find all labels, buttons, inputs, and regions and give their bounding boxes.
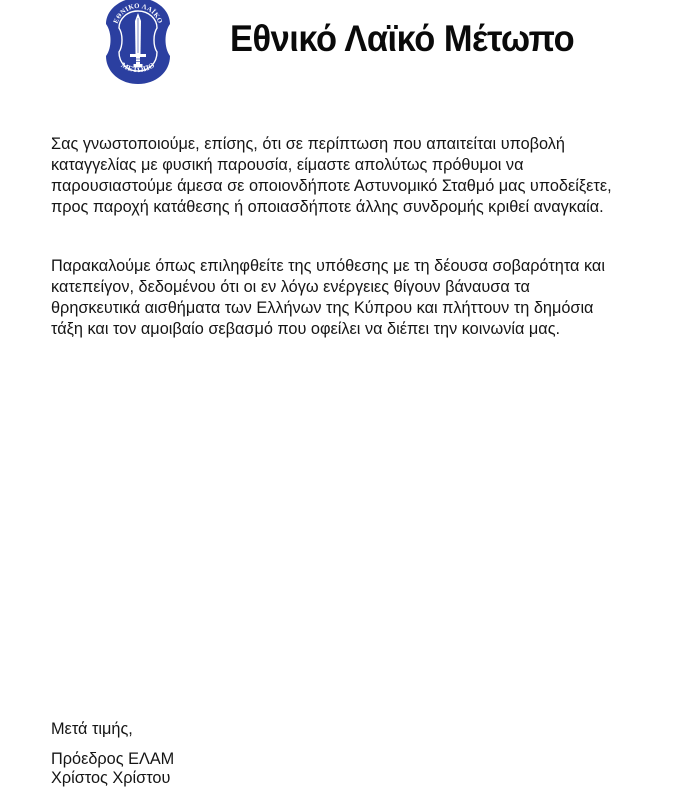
paragraph-line: θρησκευτικά αισθήματα των Ελλήνων της Κύπρου και πλήττουν τη δημόσια	[51, 299, 594, 317]
shield-sword-emblem-icon	[104, 0, 172, 86]
organization-name: Εθνικό Λαϊκό Μέτωπο	[230, 18, 575, 59]
paragraph-line: προς παροχή κατάθεσης ή οποιασδήποτε άλλης συνδρομής κριθεί αναγκαία.	[51, 198, 604, 216]
closing-salutation: Μετά τιμής,	[51, 720, 133, 738]
paragraph-line: τάξη και τον αμοιβαίο σεβασμό που οφείλει να διέπει την κοινωνία μας.	[51, 320, 561, 338]
paragraph-line: παρουσιαστούμε άμεσα σε οποιονδήποτε Αστυνομικό Σταθμό μας υποδείξετε,	[51, 177, 612, 195]
paragraph-line: κατεπείγον, δεδομένου ότι οι εν λόγω ενέργειες θίγουν βάναυσα τα	[51, 278, 530, 296]
paragraph-line: Παρακαλούμε όπως επιληφθείτε της υπόθεσης με τη δέουσα σοβαρότητα και	[51, 257, 605, 275]
logo-top-text: ΕΘΝΙΚΟ ΛΑΪΚΟ	[112, 2, 164, 25]
signature-block	[51, 750, 174, 787]
paragraph-line: Σας γνωστοποιούμε, επίσης, ότι σε περίπτωση που απαιτείται υποβολή	[51, 135, 565, 153]
paragraph-line: καταγγελίας με φυσική παρουσία, είμαστε απολύτως πρόθυμοι να	[51, 156, 524, 174]
sword-grip	[136, 57, 140, 64]
body-paragraph-2	[51, 256, 661, 340]
signer-title: Πρόεδρος ΕΛΑΜ	[51, 750, 175, 768]
logo-bottom-text: ΜΕΤΩΠΟ	[119, 60, 157, 75]
sword-guard	[130, 54, 146, 57]
signer-name: Χρίστος Χρίστου	[51, 768, 171, 787]
body-paragraph-1	[51, 134, 661, 218]
